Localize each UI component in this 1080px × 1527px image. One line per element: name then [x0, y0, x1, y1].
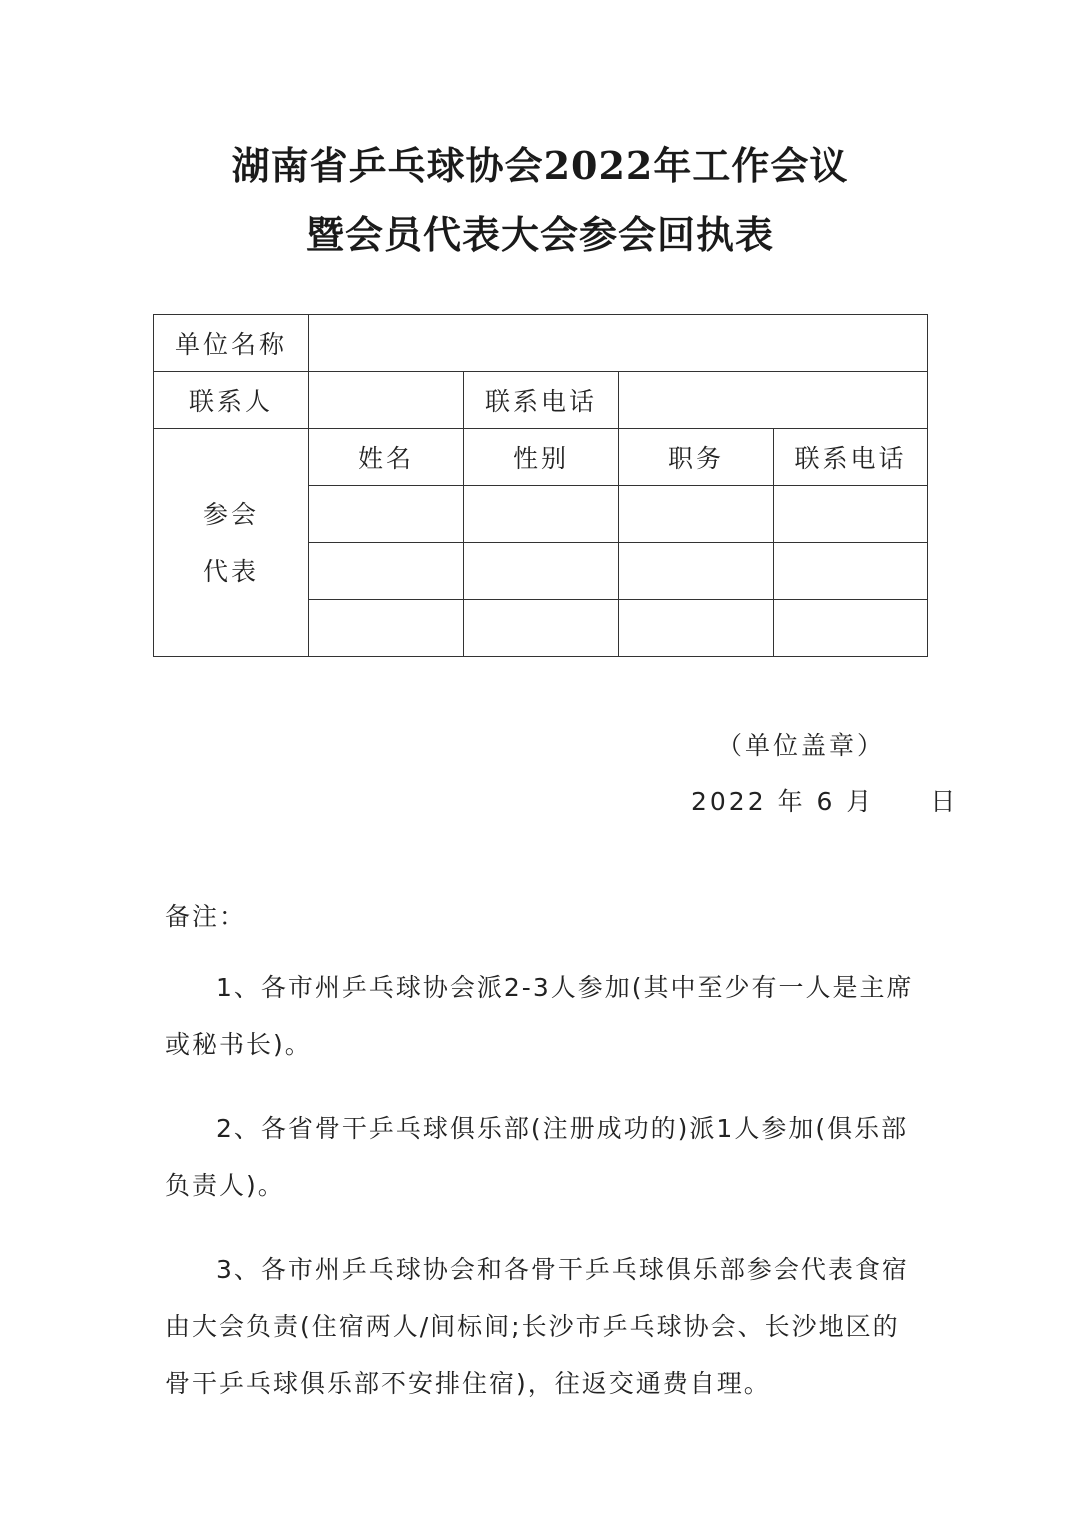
- unit-name-field[interactable]: [309, 315, 928, 372]
- column-header-phone: 联系电话: [774, 429, 928, 486]
- delegates-label-line-2: 代表: [202, 556, 259, 586]
- column-header-gender: 性别: [464, 429, 619, 486]
- delegate-position-field[interactable]: [619, 600, 774, 657]
- note-item-2: 2、各省骨干乒乓球俱乐部(注册成功的)派1人参加(俱乐部负责人)。: [165, 1114, 909, 1200]
- delegates-header-row: [154, 429, 928, 486]
- delegate-phone-field[interactable]: [774, 543, 928, 600]
- unit-name-label: 单位名称: [154, 315, 309, 372]
- column-header-position: 职务: [619, 429, 774, 486]
- note-item-3: 3、各市州乒乓球协会和各骨干乒乓球俱乐部参会代表食宿由大会负责(住宿两人/间标间;长沙市乒乓球协会、长沙地区的骨干乒乓球俱乐部不安排住宿)，往返交通费自理。: [165, 1255, 909, 1398]
- delegate-position-field[interactable]: [619, 486, 774, 543]
- contact-phone-field[interactable]: [619, 372, 928, 429]
- contact-phone-label: 联系电话: [464, 372, 619, 429]
- unit-stamp-note: （单位盖章）: [717, 731, 886, 760]
- delegates-label-line-1: 参会: [202, 499, 259, 529]
- registration-form-table: [153, 314, 928, 657]
- note-item-1: 1、各市州乒乓球协会派2-3人参加(其中至少有一人是主席或秘书长)。: [165, 973, 914, 1059]
- delegate-name-field[interactable]: [309, 486, 464, 543]
- delegate-gender-field[interactable]: [464, 486, 619, 543]
- delegate-name-field[interactable]: [309, 543, 464, 600]
- delegate-gender-field[interactable]: [464, 543, 619, 600]
- contact-person-label: 联系人: [154, 372, 309, 429]
- delegate-gender-field[interactable]: [464, 600, 619, 657]
- contact-row: [154, 372, 928, 429]
- column-header-name: 姓名: [309, 429, 464, 486]
- delegates-label: [154, 429, 309, 657]
- notes-section: [165, 902, 925, 1412]
- document-title-line-1: 湖南省乒乓球协会2022年工作会议: [231, 143, 849, 188]
- delegate-name-field[interactable]: [309, 600, 464, 657]
- document-title-line-2: 暨会员代表大会参会回执表: [305, 212, 774, 257]
- unit-name-row: [154, 315, 928, 372]
- contact-person-field[interactable]: [309, 372, 464, 429]
- delegate-phone-field[interactable]: [774, 486, 928, 543]
- notes-heading: 备注：: [165, 902, 247, 931]
- delegate-position-field[interactable]: [619, 543, 774, 600]
- delegate-phone-field[interactable]: [774, 600, 928, 657]
- date-line: 2022 年 6 月 日: [691, 787, 959, 816]
